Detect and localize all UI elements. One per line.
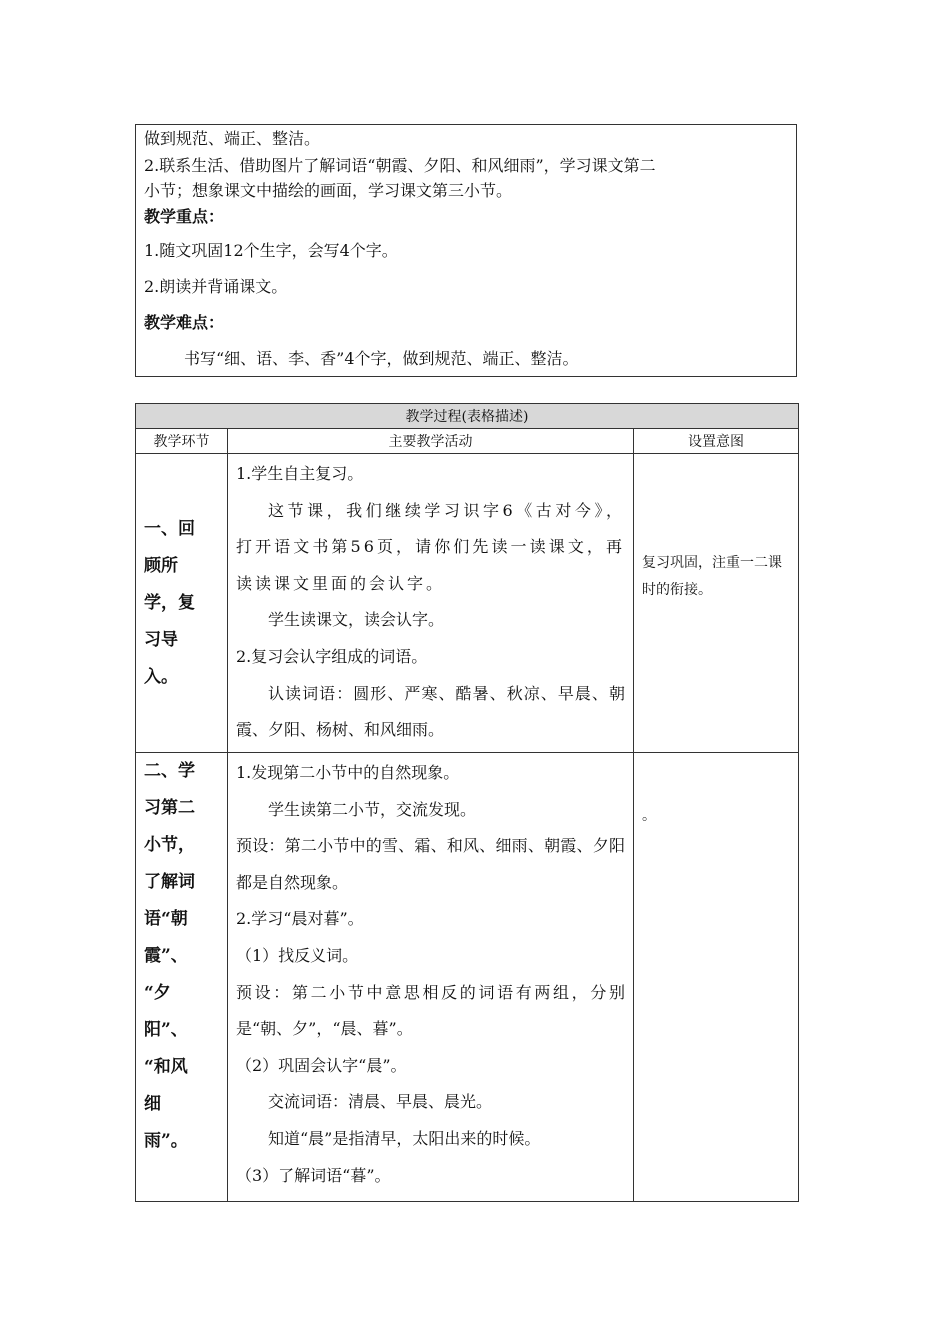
stage-line: 顾所	[144, 555, 178, 576]
table-row	[136, 454, 799, 753]
activity-line: 知道“晨”是指清早，太阳出来的时候。	[268, 1128, 541, 1148]
header-activities: 主要教学活动	[228, 429, 634, 454]
objective-line-1: 做到规范、端正、整洁。	[144, 129, 321, 148]
activity-line: 1.发现第二小节中的自然现象。	[236, 763, 460, 782]
activity-line: （1）找反义词。	[236, 945, 359, 965]
activity-line: 2.学习“晨对暮”。	[236, 909, 364, 929]
stage-line: 学，复	[144, 592, 195, 613]
objective-line-2: 2.联系生活、借助图片了解词语“朝霞、夕阳、和风细雨”，学习课文第二	[144, 156, 656, 175]
stage-line: 细	[144, 1094, 161, 1114]
stage-cell-1	[136, 454, 228, 753]
activity-line: （2）巩固会认字“晨”。	[236, 1055, 407, 1075]
activity-line: 交流词语：清晨、早晨、晨光。	[268, 1092, 493, 1112]
key-point-1: 1.随文巩固12个生字，会写4个字。	[144, 241, 398, 260]
activity-line: 预设：第二小节中的雪、霜、和风、细雨、朝霞、夕阳都是自然现象。	[236, 836, 625, 892]
activity-line: 预设：第二小节中意思相反的词语有两组，分别是“朝、夕”，“晨、暮”。	[236, 982, 625, 1039]
stage-line: 习第二	[144, 798, 195, 818]
activity-line: 学生读课文，读会认字。	[268, 610, 445, 630]
stage-cell-2	[136, 753, 228, 1202]
purpose-cell-1	[634, 454, 799, 753]
activity-line: 认读词语：圆形、严寒、酷暑、秋凉、早晨、朝霞、夕阳、杨树、和风细雨。	[236, 683, 625, 740]
activity-line: 2.复习会认字组成的词语。	[236, 646, 428, 666]
stage-line: “夕	[144, 983, 171, 1003]
table-row	[136, 753, 799, 1202]
stage-line: 习导	[144, 629, 178, 650]
stage-line: 二、学	[144, 761, 195, 781]
objectives-box	[135, 124, 797, 377]
stage-line: 霞”、	[144, 946, 188, 966]
stage-line: 阳”、	[144, 1020, 188, 1040]
activities-cell-2	[228, 753, 634, 1202]
key-point-2: 2.朗读并背诵课文。	[144, 277, 288, 296]
purpose-cell-2	[634, 753, 799, 1202]
stage-line: 一、回	[144, 518, 195, 539]
stage-line: 入。	[144, 666, 178, 687]
header-purpose: 设置意图	[634, 429, 799, 454]
stage-line: 雨”。	[144, 1131, 188, 1151]
stage-line: 小节，	[144, 835, 195, 855]
activity-line: 1.学生自主复习。	[236, 464, 364, 483]
stage-line: 了解词	[144, 872, 195, 892]
key-points-heading: 教学重点：	[144, 207, 225, 226]
teaching-process-table	[135, 403, 799, 1202]
stage-line: “和风	[144, 1057, 188, 1077]
stage-line: 语“朝	[144, 909, 188, 929]
difficulties-heading: 教学难点：	[144, 313, 225, 332]
objective-line-3: 小节；想象课文中描绘的画面，学习课文第三小节。	[144, 181, 513, 200]
activity-line: 学生读第二小节，交流发现。	[268, 799, 477, 819]
purpose-text: 复习巩固，注重一二课时的衔接。	[642, 555, 782, 598]
activity-line: 这节课，我们继续学习识字6《古对今》，打开语文书第56页，请你们先读一读课文，再读读课文里面的会认字。	[236, 500, 625, 593]
difficulties-text: 书写“细、语、李、香”4个字，做到规范、端正、整洁。	[184, 349, 579, 368]
table-caption: 教学过程(表格描述)	[136, 404, 799, 429]
activities-cell-1	[228, 454, 634, 753]
header-stage: 教学环节	[136, 429, 228, 454]
activity-line: （3）了解词语“暮”。	[236, 1165, 391, 1185]
purpose-text: 。	[642, 808, 656, 824]
